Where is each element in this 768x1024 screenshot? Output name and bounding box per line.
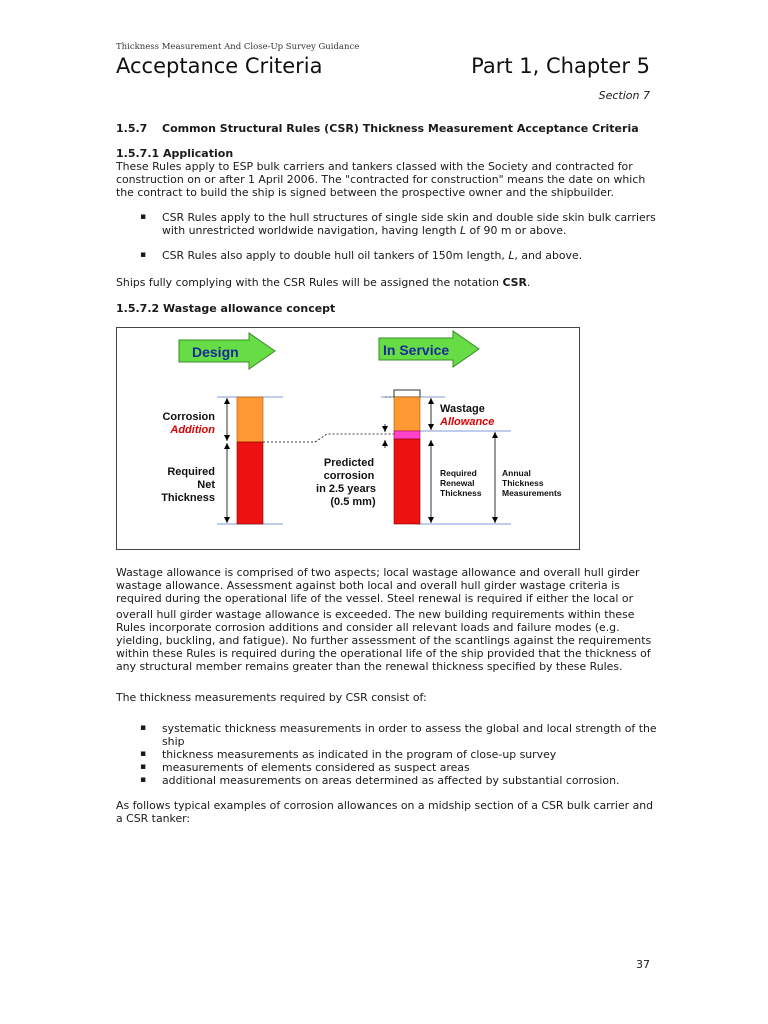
- bullet-text: ship: [162, 735, 185, 748]
- paragraph-line: any structural member remains greater than the renewal thickness specified by these Rules.: [116, 660, 623, 674]
- required-net-bar: [237, 442, 263, 524]
- required-renewal-bar: [394, 439, 420, 524]
- bullet-text-part: CSR Rules also apply to double hull oil tankers of 150m length,: [162, 249, 509, 262]
- notation-csr: CSR: [502, 276, 527, 289]
- dashed-connector: [263, 434, 397, 442]
- req-renewal-label-1: Required: [440, 468, 477, 478]
- thickness-label: Thickness: [161, 492, 215, 504]
- annual-label-2: Thickness: [502, 478, 544, 488]
- bullet-icon: ▪: [140, 250, 147, 260]
- original-thickness-outline: [394, 390, 420, 397]
- notation-text: .: [526, 276, 531, 289]
- paragraph-line: required during the operational life of the vessel. Steel renewal is required if either the local or: [116, 592, 634, 606]
- arrow-head: [428, 398, 434, 404]
- list-item: [140, 748, 660, 761]
- notation-sentence: [116, 276, 530, 289]
- arrow-head: [428, 517, 434, 523]
- application-paragraph: [116, 160, 656, 200]
- bullet-text: [162, 224, 660, 237]
- paragraph-line: Rules incorporate corrosion additions and consider all relevant loads and failure modes (e.g.: [116, 620, 620, 634]
- arrow-head: [382, 440, 388, 446]
- paragraph-line: As follows typical examples of corrosion allowances on a midship section of a CSR bulk carrier and: [116, 799, 654, 812]
- paragraph-line: the contract to build the ship is signed between the prospective owner and the shipbuilder.: [116, 186, 614, 200]
- bullet-text: [162, 249, 660, 262]
- corrosion-label: Corrosion: [162, 411, 215, 423]
- arrow-head: [492, 517, 498, 523]
- in-service-label: In Service: [383, 342, 450, 358]
- bullet-text: additional measurements on areas determined as affected by substantial corrosion.: [162, 774, 620, 787]
- bullet-text: CSR Rules apply to the hull structures of single side skin and double side skin bulk carriers: [162, 211, 656, 224]
- figure-svg: [117, 328, 579, 549]
- paragraph-line: a CSR tanker:: [116, 812, 191, 826]
- paragraph-line: Wastage allowance is comprised of two aspects; local wastage allowance and overall hull girder: [116, 566, 640, 579]
- predicted-corrosion-band: [394, 431, 420, 439]
- wastage-allowance-figure: [116, 327, 580, 550]
- predicted-label: Predicted: [323, 457, 375, 469]
- required-label: Required: [167, 466, 215, 478]
- annual-label-3: Measurements: [502, 488, 562, 498]
- arrow-head: [428, 424, 434, 430]
- section-label: Section 7: [598, 89, 650, 102]
- corrosion-addition-bar: [237, 397, 263, 442]
- arrow-head: [428, 440, 434, 446]
- arrow-head: [382, 426, 388, 432]
- arrow-head: [224, 443, 230, 449]
- running-head: Thickness Measurement And Close-Up Survey Guidance: [116, 42, 360, 52]
- chapter-title: Acceptance Criteria: [116, 54, 323, 78]
- bullet-text-part: with unrestricted worldwide navigation, having length: [162, 224, 461, 237]
- arrow-head: [492, 432, 498, 438]
- corrosion-label-2: corrosion: [323, 470, 375, 482]
- arrow-head: [224, 398, 230, 404]
- req-renewal-label-2: Renewal: [440, 478, 475, 488]
- years-label: in 2.5 years: [316, 483, 376, 495]
- section-number: 1.5.7: [116, 122, 148, 135]
- paragraph-line: within these Rules is required during the operational life of the ship provided that the thickness of: [116, 647, 651, 661]
- notation-text: Ships fully complying with the CSR Rules will be assigned the notation: [116, 276, 503, 289]
- wastage-allowance-bar: [394, 397, 420, 431]
- measurements-intro: The thickness measurements required by CSR consist of:: [116, 691, 427, 704]
- variable-l: L: [508, 249, 515, 262]
- section-heading: Common Structural Rules (CSR) Thickness Measurement Acceptance Criteria: [162, 122, 639, 135]
- addition-label: Addition: [170, 424, 215, 436]
- wastage-paragraph: [116, 566, 656, 674]
- list-item: [140, 774, 660, 787]
- design-label: Design: [192, 344, 239, 360]
- paragraph-line: These Rules apply to ESP bulk carriers and tankers classed with the Society and contracted for: [116, 160, 633, 173]
- allowance-label: Allowance: [440, 416, 495, 428]
- bullet-text-part: of 90 m or above.: [466, 224, 567, 237]
- annual-label-1: Annual: [502, 468, 531, 478]
- bullet-icon: ▪: [140, 749, 147, 759]
- subsection-heading-application: 1.5.7.1 Application: [116, 147, 234, 160]
- bullet-icon: ▪: [140, 212, 147, 222]
- list-item: [140, 211, 660, 237]
- bullet-icon: ▪: [140, 762, 147, 772]
- bullet-icon: ▪: [140, 775, 147, 785]
- list-item: [140, 249, 660, 262]
- bullet-icon: ▪: [140, 723, 147, 733]
- wastage-label: Wastage: [440, 403, 485, 415]
- mm-label: (0.5 mm): [330, 496, 376, 508]
- list-item: [140, 761, 660, 774]
- req-renewal-label-3: Thickness: [440, 488, 482, 498]
- list-item: [140, 722, 660, 748]
- measurements-list: [140, 722, 660, 787]
- bullet-text-part: , and above.: [514, 249, 583, 262]
- bullet-text: systematic thickness measurements in order to assess the global and local strength of the: [162, 722, 657, 735]
- arrow-head: [224, 435, 230, 441]
- arrow-head: [224, 517, 230, 523]
- part-chapter: Part 1, Chapter 5: [471, 54, 650, 78]
- paragraph-line: overall hull girder wastage allowance is exceeded. The new building requirements within these: [116, 607, 635, 621]
- net-label: Net: [197, 479, 215, 491]
- bullet-text: measurements of elements considered as suspect areas: [162, 761, 470, 774]
- subsection-heading-wastage: 1.5.7.2 Wastage allowance concept: [116, 302, 336, 315]
- follows-paragraph: [116, 799, 656, 825]
- page-number: 37: [636, 958, 650, 971]
- variable-l: L: [460, 224, 467, 237]
- paragraph-line: yielding, buckling, and fatigue). No further assessment of the scantlings against the requirements: [116, 634, 652, 648]
- paragraph-line: wastage allowance. Assessment against both local and overall hull girder wastage criteria is: [116, 579, 620, 593]
- application-bullet-list: [140, 211, 660, 262]
- bullet-text: thickness measurements as indicated in the program of close-up survey: [162, 748, 557, 761]
- paragraph-line: construction on or after 1 April 2006. The "contracted for construction" means the date on which: [116, 173, 646, 187]
